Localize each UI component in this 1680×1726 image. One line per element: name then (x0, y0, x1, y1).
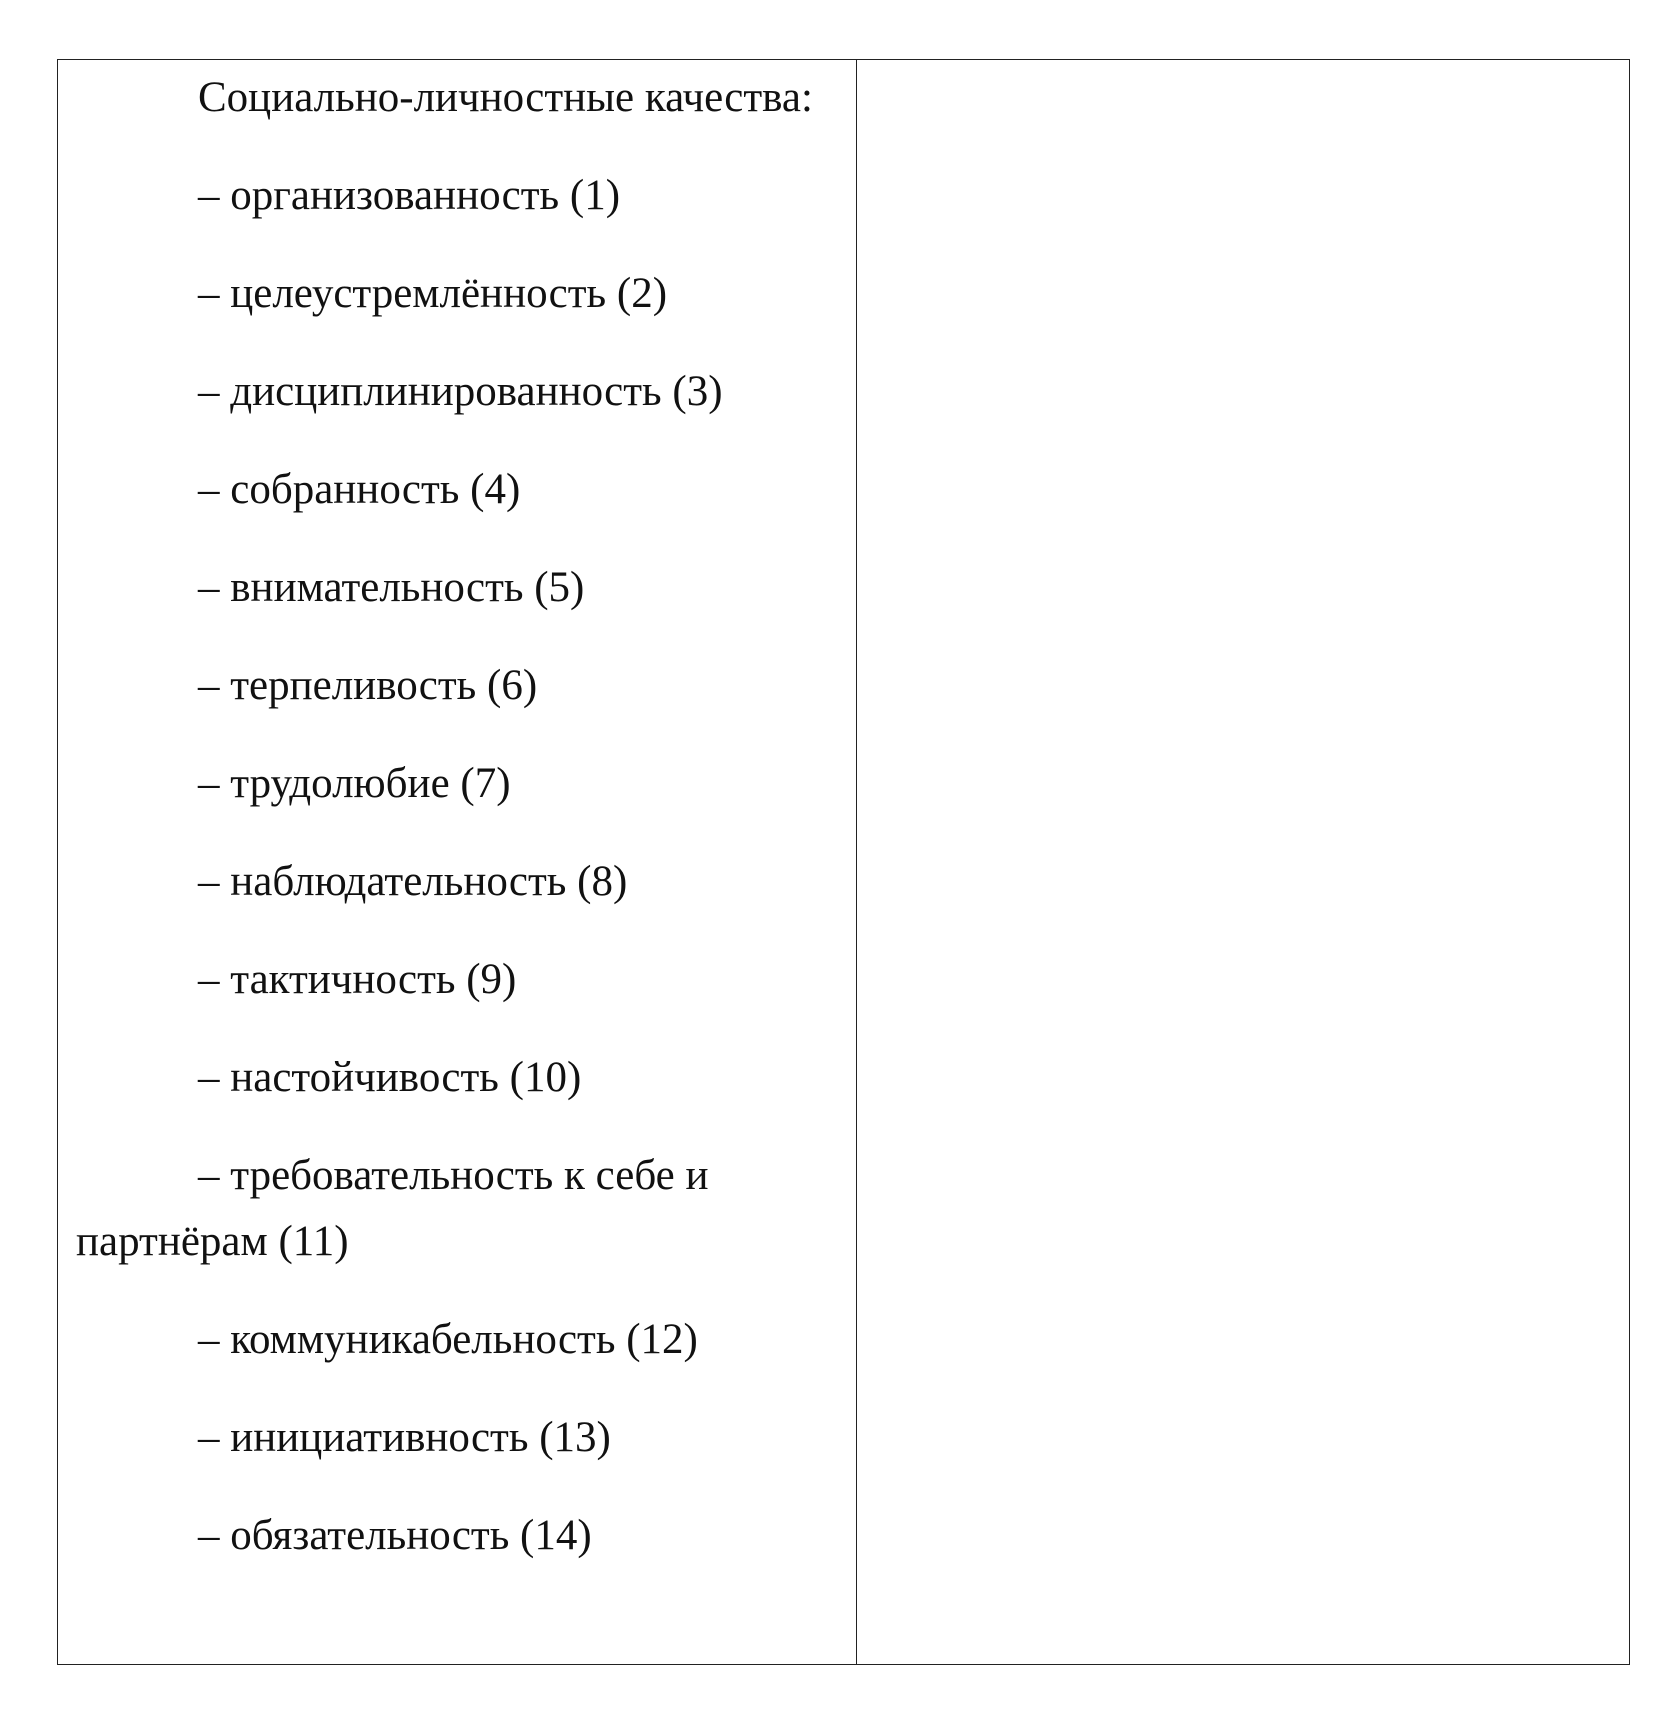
qualities-cell (58, 60, 857, 1665)
list-item: – дисциплинированность (3) (198, 368, 723, 415)
content-table (57, 59, 1630, 1665)
list-item: – внимательность (5) (198, 564, 585, 611)
list-item: – требовательность к себе и партнёрам (11) (76, 1152, 709, 1265)
list-item: – целеустремлённость (2) (198, 270, 668, 317)
list-item: – трудолюбие (7) (198, 760, 511, 807)
list-item: – тактичность (9) (198, 956, 517, 1003)
list-item: – наблюдательность (8) (198, 858, 628, 905)
self-assessment-wheel (857, 60, 1629, 1664)
list-item: – инициативность (13) (198, 1414, 611, 1461)
list-item: – коммуникабельность (12) (198, 1316, 698, 1363)
list-item: – собранность (4) (198, 466, 521, 513)
list-item: – обязательность (14) (198, 1512, 592, 1559)
list-item: – терпеливость (6) (198, 662, 538, 709)
list-item: – организованность (1) (198, 172, 621, 219)
qualities-list (58, 65, 856, 1569)
diagram-cell (857, 60, 1630, 1665)
section-heading: Социально-личностные качества: (198, 74, 813, 121)
list-item: – настойчивость (10) (198, 1054, 582, 1101)
table-row (58, 60, 1630, 1665)
